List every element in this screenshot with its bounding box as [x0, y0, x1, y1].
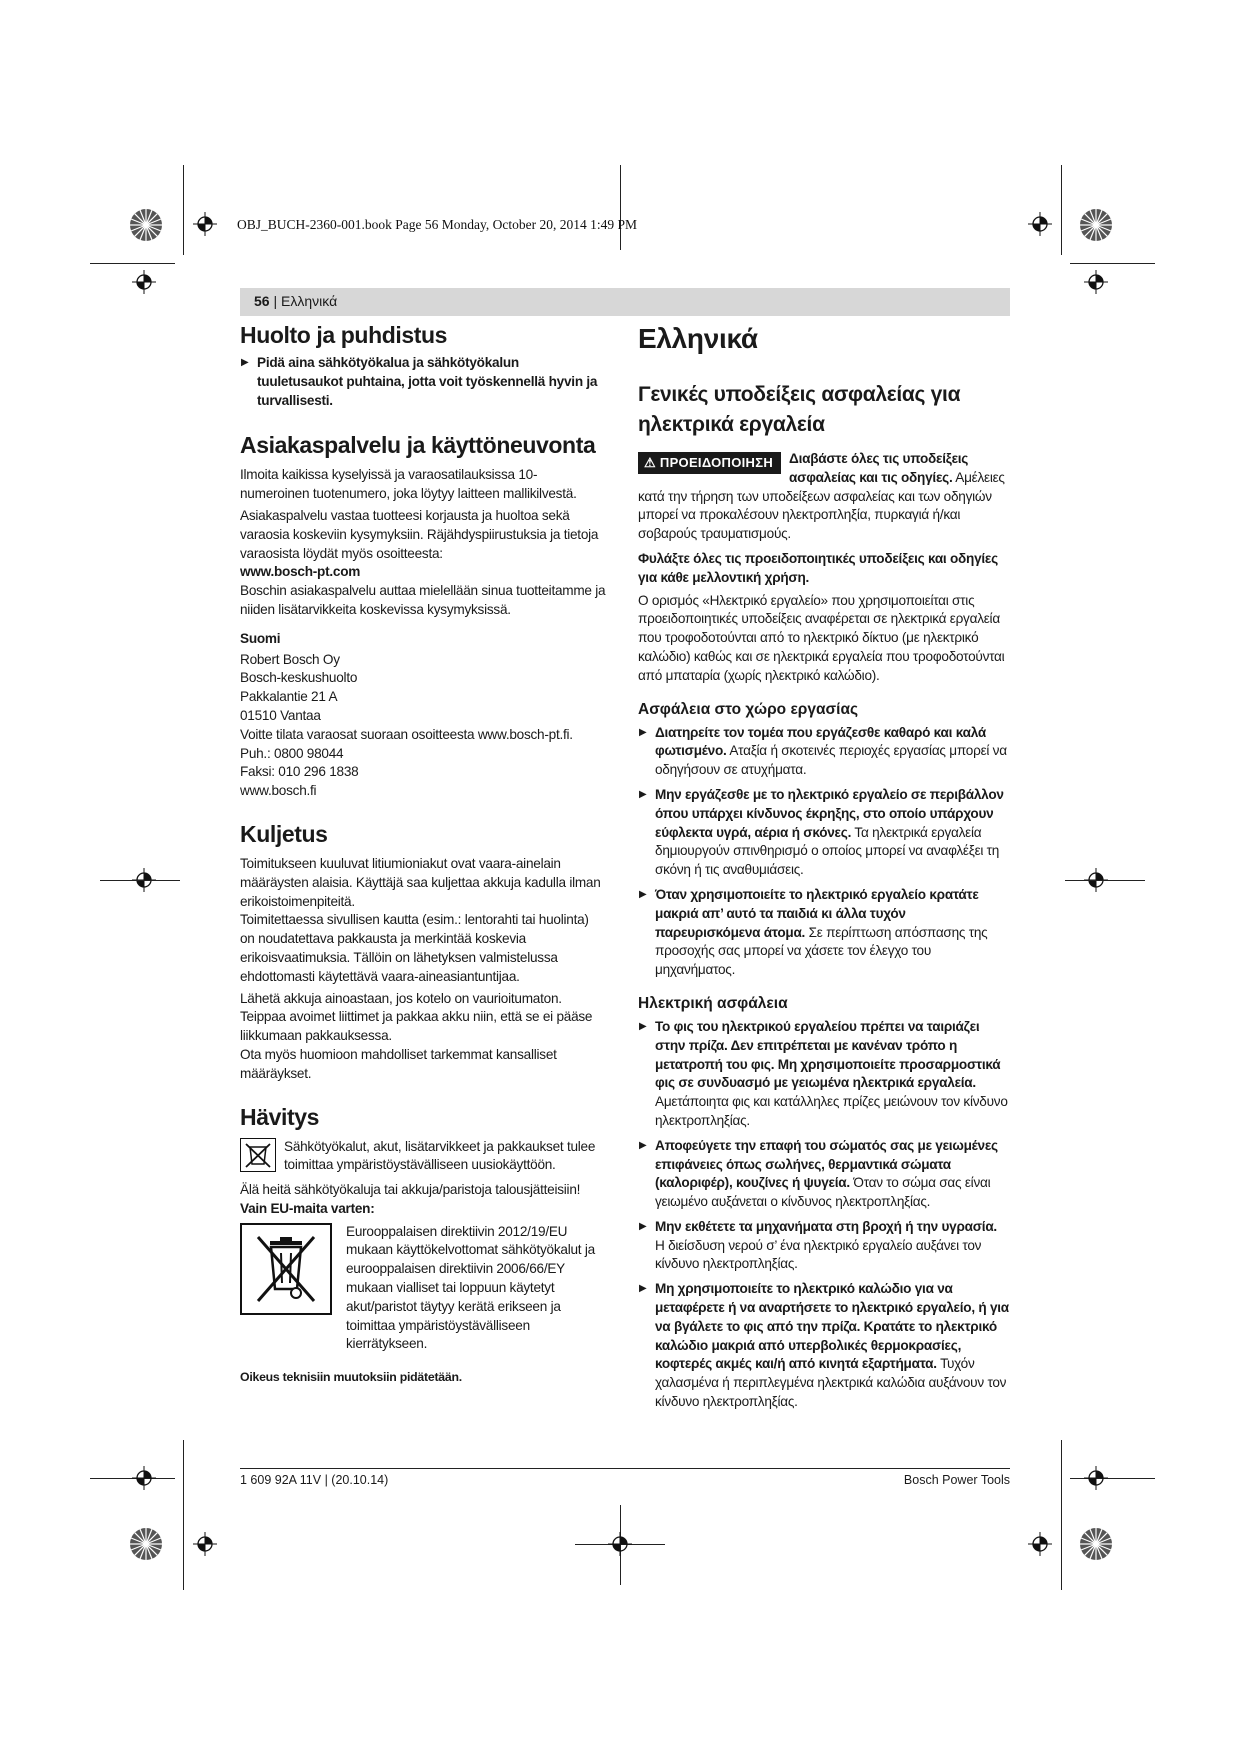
registration-crosshair-icon — [132, 270, 156, 294]
registration-starburst-icon — [1078, 207, 1114, 243]
paragraph: Lähetä akkuja ainoastaan, jos kotelo on vaurioitumaton. Teippaa avoimet liittimet ja pakkaa akku niin, että se ei pääse liikkumaan pakkauksessa. — [240, 990, 593, 1044]
weee-note — [240, 1223, 606, 1355]
crop-line — [1065, 880, 1145, 881]
heading-disposal: Hävitys — [240, 1103, 320, 1130]
crop-line — [183, 165, 184, 255]
registration-starburst-icon — [128, 1526, 164, 1562]
address-line: Voitte tilata varaosat suoraan osoitteesta www.bosch-pt.fi. — [240, 726, 573, 742]
paragraph: Älä heitä sähkötyökaluja tai akkuja/paristoja talousjätteisiin! — [240, 1182, 581, 1198]
warning-bold-text: Διαβάστε όλες τις υποδείξεις ασφαλείας και τις οδηγίες. — [789, 451, 969, 485]
footer-rule — [240, 1468, 1010, 1469]
bullet-text: Αταξία ή σκοτεινές περιοχές εργασίας μπορεί να οδηγήσουν σε ατυχήματα. — [655, 743, 1007, 778]
bullet-bold: Διατηρείτε τον τομέα που εργάζεσθε καθαρό και καλά φωτισμένο. — [655, 724, 986, 759]
paragraph: Boschin asiakaspalvelu auttaa mielellään sinua tuotteitamme ja niiden lisätarvikkeita koskevissa kysymyksissä. — [240, 583, 606, 617]
bullet-bold: Μην εργάζεσθε με το ηλεκτρικό εργαλείο σε περιβάλλον όπου υπάρχει κίνδυνος έκρηξης, στο οποίο υπάρχουν εύφλεκτα υγρά, αέρια ή σκόνες. — [655, 786, 1004, 840]
paragraph: Eurooppalaisen direktiivin 2012/19/EU mukaan käyttökelvottomat sähkötyökalut ja eurooppalaisen direktiivin 2006/66/EY mukaan vialliset tai loppuun käytetyt akut/paristot täytyy kerätä erikseen ja toimittaa ympäristöystävälliseen kierrätykseen. — [346, 1223, 595, 1352]
country-label: Suomi — [240, 630, 281, 646]
bullet-text: Pidä aina sähkötyökalua ja sähkötyökalun tuuletusaukot puhtaina, jotta voit työskennellä hyvin ja turvallisesti. — [257, 355, 598, 408]
address-line: Pakkalantie 21 A — [240, 689, 338, 705]
bullet-bold: Το φις του ηλεκτρικού εργαλείου πρέπει να ταιριάζει στην πρίζα. Δεν επιτρέπεται με κανέναν τρόπο η μετατροπή του φις. Μη χρησιμοποιείτε προσαρμοστικά φις σε συνδυασμό με γειωμένα ηλεκτρικά εργαλεία. — [655, 1018, 1001, 1091]
eu-label: Vain EU-maita varten: — [240, 1200, 375, 1216]
registration-starburst-icon — [1078, 1526, 1114, 1562]
registration-crosshair-icon — [193, 1532, 217, 1556]
header-language: Ελληνικά — [281, 293, 338, 309]
address-line: Bosch-keskushuolto — [240, 670, 358, 686]
page-header — [240, 288, 1010, 316]
bullet-text: Σε περίπτωση απόσπασης της προσοχής σας μπορεί να χάσετε τον έλεγχο του μηχανήματος. — [655, 924, 988, 978]
address-link[interactable]: www.bosch.fi — [240, 783, 317, 799]
warning-badge — [638, 452, 781, 474]
warning-text: Αμέλειες κατά την τήρηση των υποδείξεων ασφαλείας και των οδηγιών μπορεί να προκαλέσουν ηλεκτροπληξία, πυρκαγιά ή/και σοβαρούς τραυματισμούς. — [638, 469, 1005, 542]
warning-label: ΠΡΟΕΙΔΟΠΟΙΗΣΗ — [659, 455, 774, 470]
bullet-item — [638, 1218, 1010, 1274]
technical-changes-note: Oikeus teknisiin muutoksiin pidätetään. — [240, 1370, 462, 1385]
definition-paragraph: Ο ορισμός «Ηλεκτρικό εργαλείο» που χρησιμοποιείται στις προειδοποιητικές υποδείξεις αναφέρεται σε ηλεκτρικά εργαλεία που τροφοδοτούνται από το ηλεκτρικό δίκτυο (με ηλεκτρικό καλώδιο) καθώς και σε ηλεκτρικά εργαλεία που τροφοδοτούνται από μπαταρία (χωρίς ηλεκτρικό καλώδιο). — [638, 592, 1005, 683]
paragraph: Ota myös huomioon mahdolliset tarkemmat kansalliset määräykset. — [240, 1046, 557, 1081]
bullet-text: Τυχόν χαλασμένα ή περιπλεγμένα ηλεκτρικά καλώδια αυξάνουν τον κίνδυνο ηλεκτροπληξίας. — [655, 1356, 1007, 1410]
page-number: 56 — [254, 293, 270, 309]
registration-crosshair-icon — [1084, 270, 1108, 294]
crop-line — [1070, 263, 1155, 264]
crop-line — [100, 880, 180, 881]
heading-customer-service: Asiakaspalvelu ja käyttöneuvonta — [240, 432, 596, 459]
recycle-note — [240, 1138, 606, 1176]
bullet-item — [240, 354, 606, 410]
left-column — [240, 320, 606, 1387]
paragraph: Sähkötyökalut, akut, lisätarvikkeet ja pakkaukset tulee toimittaa ympäristöystävälliseen uusiokäyttöön. — [284, 1138, 596, 1173]
address-line: 01510 Vantaa — [240, 707, 321, 723]
registration-crosshair-icon — [132, 1466, 156, 1490]
bullet-bold: Όταν χρησιμοποιείτε το ηλεκτρικό εργαλείο κρατάτε μακριά απ’ αυτό τα παιδιά κι άλλα τυχόν παρευρισκόμενα άτομα. — [655, 886, 979, 940]
bullet-text: Όταν το σώμα σας είναι γειωμένο αυξάνεται ο κίνδυνος ηλεκτροπληξίας. — [655, 1175, 991, 1210]
bullet-item — [638, 1280, 1010, 1412]
footer-doc-number: 1 609 92A 11V | (20.10.14) — [240, 1473, 389, 1487]
recycling-icon — [240, 1138, 276, 1172]
crop-line — [1061, 165, 1062, 255]
registration-starburst-icon — [128, 207, 164, 243]
paragraph: Toimitettaessa sivullisen kautta (esim.: lentorahti tai huolinta) on noudatettava pakkausta ja merkintää koskevia erikoisvaatimuksia. Tällöin on lähetyksen valmistelussa ehdottomasti käytettävä vaara-aineasiantuntijaa. — [240, 912, 589, 984]
url-link[interactable]: www.bosch-pt.com — [240, 564, 361, 580]
paragraph: Ilmoita kaikissa kyselyissä ja varaosatilauksissa 10-numeroinen tuotenumero, joka löytyy laitteen mallikilvestä. — [240, 467, 577, 502]
warning-block — [638, 450, 1010, 544]
registration-crosshair-icon — [193, 212, 217, 236]
crop-line — [1061, 1440, 1062, 1590]
crop-line — [90, 263, 175, 264]
registration-crosshair-icon — [1028, 1532, 1052, 1556]
registration-crosshair-icon — [1084, 1466, 1108, 1490]
paragraph: Asiakaspalvelu vastaa tuotteesi korjausta ja huoltoa sekä varaosia koskeviin kysymyksiin. Räjähdyspiirustuksia ja tietoja varaosista löydät myös osoitteesta: — [240, 507, 599, 561]
bullet-bold: Αποφεύγετε την επαφή του σώματός σας με γειωμένες επιφάνειες όπως σωλήνες, θερμαντικά σώματα (καλοριφέρ), κουζίνες ή ψυγεία. — [655, 1137, 998, 1191]
bullet-text: Αμετάποιητα φις και κατάλληλες πρίζες μειώνουν τον κίνδυνο ηλεκτροπληξίας. — [655, 1094, 1008, 1128]
bullet-item — [638, 1018, 1010, 1131]
bullet-text: Τα ηλεκτρικά εργαλεία δημιουργούν σπινθηρισμό ο οποίος μπορεί να αναφλέξει τη σκόνη ή τις αναθυμιάσεις. — [655, 824, 1000, 878]
heading-general-safety: Γενικές υποδείξεις ασφαλείας για ηλεκτρικά εργαλεία — [638, 383, 961, 436]
keep-instructions: Φυλάξτε όλες τις προειδοποιητικές υποδείξεις και οδηγίες για κάθε μελλοντική χρήση. — [638, 550, 998, 585]
heading-electrical-safety: Ηλεκτρική ασφάλεια — [638, 994, 788, 1012]
warning-triangle-icon: ⚠ — [644, 455, 656, 470]
bullet-item — [638, 724, 1010, 780]
paragraph: Toimitukseen kuuluvat litiumioniakut ovat vaara-ainelain määräysten alaisia. Käyttäjä saa kuljettaa akkuja kadulla ilman erikoistoimenpiteitä. — [240, 855, 601, 909]
crop-line — [620, 165, 621, 250]
bullet-bold: Μη χρησιμοποιείτε το ηλεκτρικό καλώδιο για να μεταφέρετε ή να αναρτήσετε το ηλεκτρικό εργαλείο, ή για να βγάλετε το φις από την πρίζα. Κρατάτε το ηλεκτρικό καλώδιο μακριά από υπερβολικές θερμοκρασίες, κοφτερές ακμές και/ή από κινητά εξαρτήματα. — [655, 1281, 1009, 1372]
book-info: OBJ_BUCH-2360-001.book Page 56 Monday, October 20, 2014 1:49 PM — [237, 217, 637, 232]
page-header-label: 56 | Ελληνικά — [254, 293, 338, 309]
bullet-text: Η διείσδυση νερού σ’ ένα ηλεκτρικό εργαλείο αυξάνει τον κίνδυνο ηλεκτροπληξίας. — [655, 1237, 982, 1272]
bullet-item — [638, 886, 1010, 980]
heading-work-area-safety: Ασφάλεια στο χώρο εργασίας — [638, 700, 859, 718]
address-line: Puh.: 0800 98044 — [240, 745, 344, 761]
registration-crosshair-icon — [1028, 212, 1052, 236]
bullet-bold: Μην εκθέτετε τα μηχανήματα στη βροχή ή την υγρασία. — [655, 1218, 997, 1234]
language-title: Ελληνικά — [638, 323, 758, 354]
crop-line — [183, 1440, 184, 1590]
address-line: Faksi: 010 296 1838 — [240, 764, 359, 780]
heading-transport: Kuljetus — [240, 820, 328, 847]
footer-brand: Bosch Power Tools — [903, 1473, 1010, 1487]
right-column — [638, 320, 1010, 1412]
weee-crossed-bin-icon — [240, 1223, 332, 1315]
bullet-item — [638, 786, 1010, 880]
address-line: Robert Bosch Oy — [240, 651, 340, 667]
heading-maintenance: Huolto ja puhdistus — [240, 322, 448, 348]
bullet-item — [638, 1137, 1010, 1212]
registration-crosshair-icon — [608, 1532, 632, 1556]
crop-line — [1070, 1478, 1155, 1479]
